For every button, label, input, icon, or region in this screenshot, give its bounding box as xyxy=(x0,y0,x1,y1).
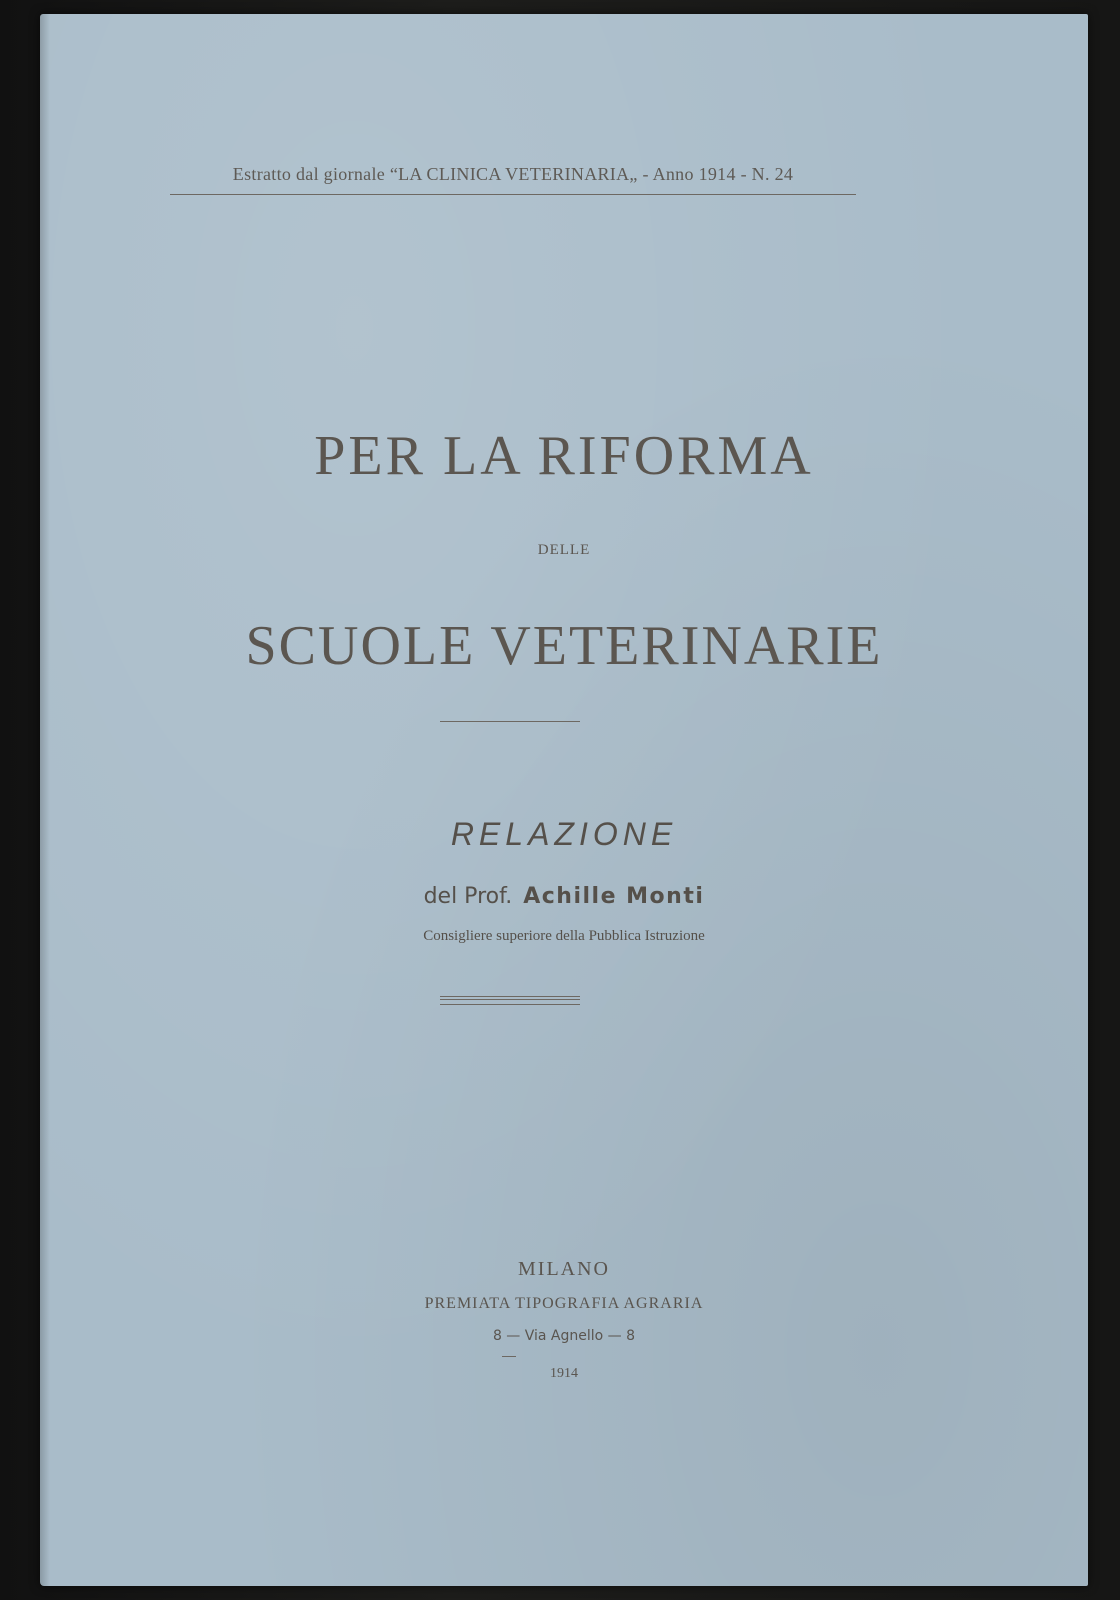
imprint-address: 8 — Via Agnello — 8 xyxy=(492,1328,636,1344)
author-line xyxy=(40,884,1088,909)
report-label: RELAZIONE xyxy=(450,816,678,852)
title-line-2: SCUOLE VETERINARIE xyxy=(245,615,883,677)
author-prefix: del Prof. xyxy=(423,884,513,909)
title-divider xyxy=(440,721,580,722)
author-name: Achille Monti xyxy=(523,884,705,909)
author-title: Consigliere superiore della Pubblica Istruzione xyxy=(423,928,705,944)
ornamental-double-rule xyxy=(440,996,580,1005)
imprint-printer: PREMIATA TIPOGRAFIA AGRARIA xyxy=(424,1295,704,1312)
binding-edge xyxy=(40,14,50,1586)
masthead-text: Estratto dal giornale “LA CLINICA VETERINARIA„ - Anno 1914 - N. 24 xyxy=(232,164,794,184)
imprint-city: MILANO xyxy=(518,1258,610,1280)
title-connector: DELLE xyxy=(537,542,591,558)
pamphlet-cover xyxy=(40,14,1088,1586)
masthead-rule xyxy=(170,194,856,195)
title-line-1: PER LA RIFORMA xyxy=(314,425,814,487)
imprint-year: 1914 xyxy=(550,1366,578,1381)
imprint-dash xyxy=(502,1356,516,1357)
